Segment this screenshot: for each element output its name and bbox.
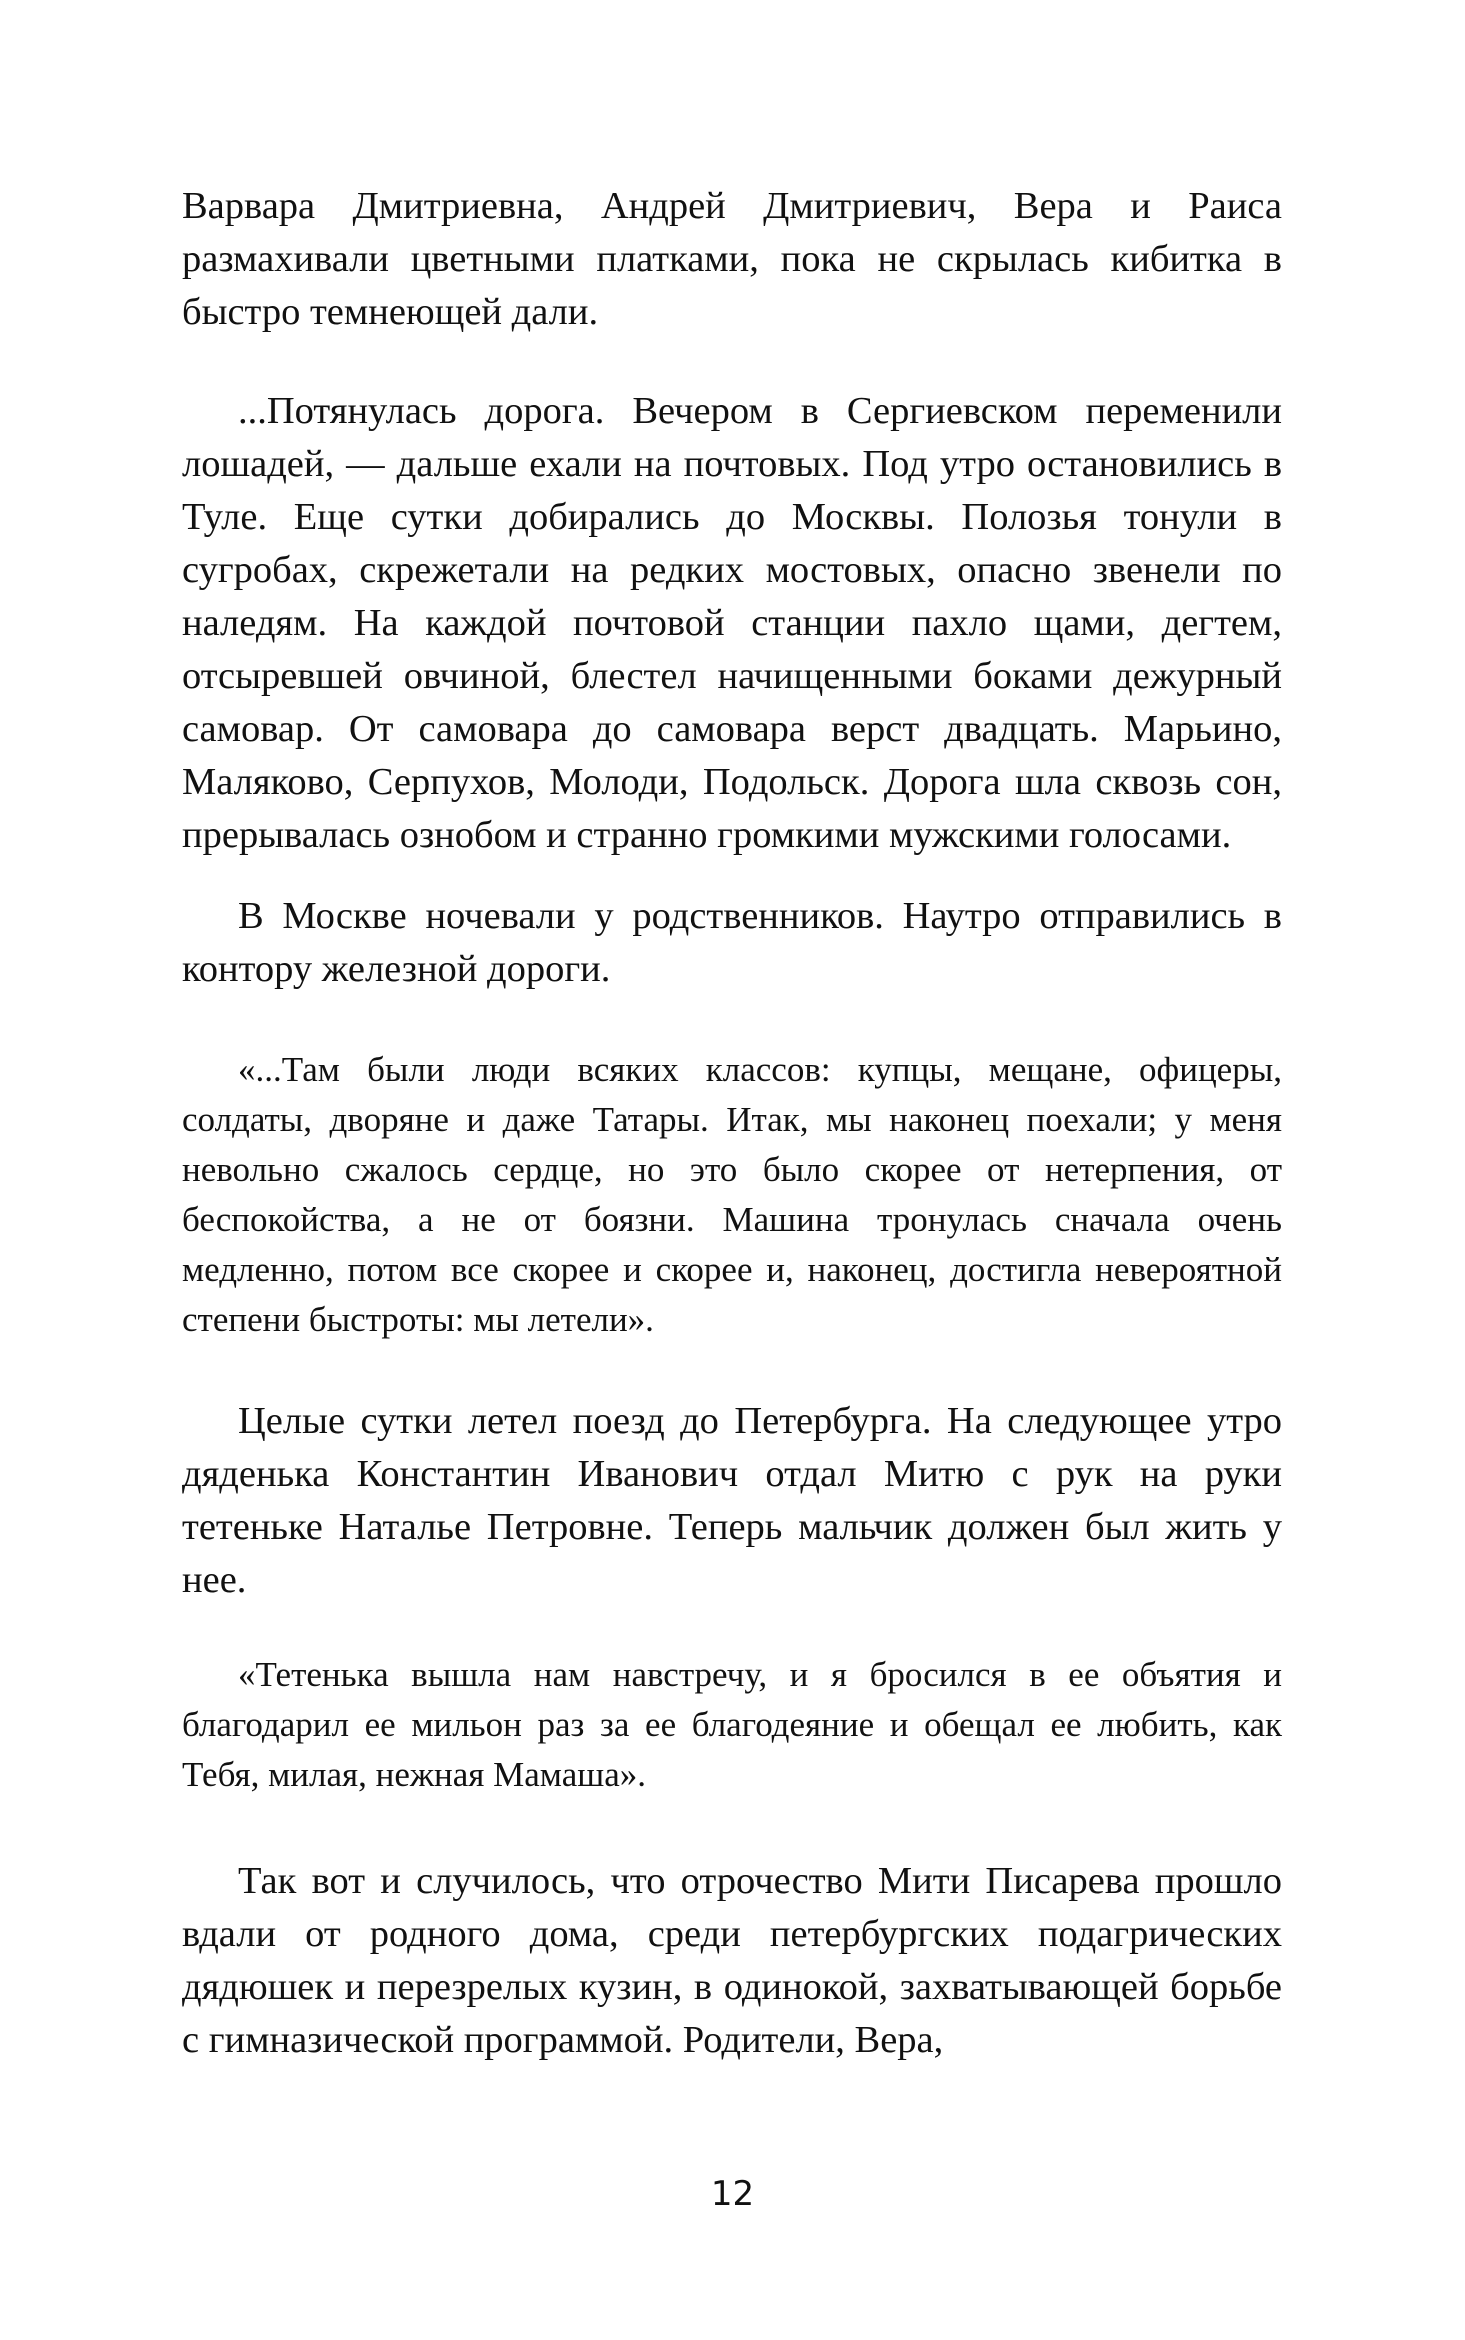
paragraph-text: В Москве ночевали у родственников. Наутро отправились в контору железной дороги. <box>182 895 1282 990</box>
page-number: 12 <box>710 2174 755 2214</box>
paragraph-2 <box>182 385 1282 862</box>
quote-text: «...Там были люди всяких классов: купцы, мещане, офицеры, солдаты, дворяне и даже Татары. Итак, мы наконец поехали; у меня невольно сжалось сердце, но это было скорее от нетерпения, от беспокойства, а не от боязни. Машина тронулась сначала очень медленно, потом все скорее и скорее и, наконец, достигла невероятной степени быстроты: мы летели». <box>182 1050 1282 1339</box>
quote-2 <box>182 1650 1282 1800</box>
paragraph-text: ...Потянулась дорога. Вечером в Сергиевском переменили лошадей, — дальше ехали на почтовых. Под утро остановились в Туле. Еще сутки добирались до Москвы. Полозья тонули в сугробах, скрежетали на редких мостовых, опасно звенели по наледям. На каждой почтовой станции пахло щами, дегтем, отсыревшей овчиной, блестел начищенными боками дежурный самовар. От самовара до самовара верст двадцать. Марьино, Маляково, Серпухов, Молоди, Подольск. Дорога шла сквозь сон, прерывалась ознобом и странно громкими мужскими голосами. <box>182 390 1282 856</box>
paragraph-text: Так вот и случилось, что отрочество Мити Писарева прошло вдали от родного дома, среди петербургских подагрических дядюшек и перезрелых кузин, в одинокой, захватывающей борьбе с гимназической программой. Родители, Вера, <box>182 1860 1282 2061</box>
paragraph-4 <box>182 1395 1282 1607</box>
paragraph-3 <box>182 890 1282 996</box>
paragraph-1 <box>182 180 1282 339</box>
paragraph-text: Варвара Дмитриевна, Андрей Дмитриевич, Вера и Раиса размахивали цветными платками, пока не скрылась кибитка в быстро темнеющей дали. <box>182 185 1282 333</box>
quote-text: «Тетенька вышла нам навстречу, и я бросился в ее объятия и благодарил ее мильон раз за ее благодеяние и обещал ее любить, как Тебя, милая, нежная Мамаша». <box>182 1655 1282 1794</box>
quote-1 <box>182 1045 1282 1345</box>
paragraph-text: Целые сутки летел поезд до Петербурга. На следующее утро дяденька Константин Иванович отдал Митю с рук на руки тетеньке Наталье Петровне. Теперь мальчик должен был жить у нее. <box>182 1400 1282 1601</box>
paragraph-5 <box>182 1855 1282 2067</box>
